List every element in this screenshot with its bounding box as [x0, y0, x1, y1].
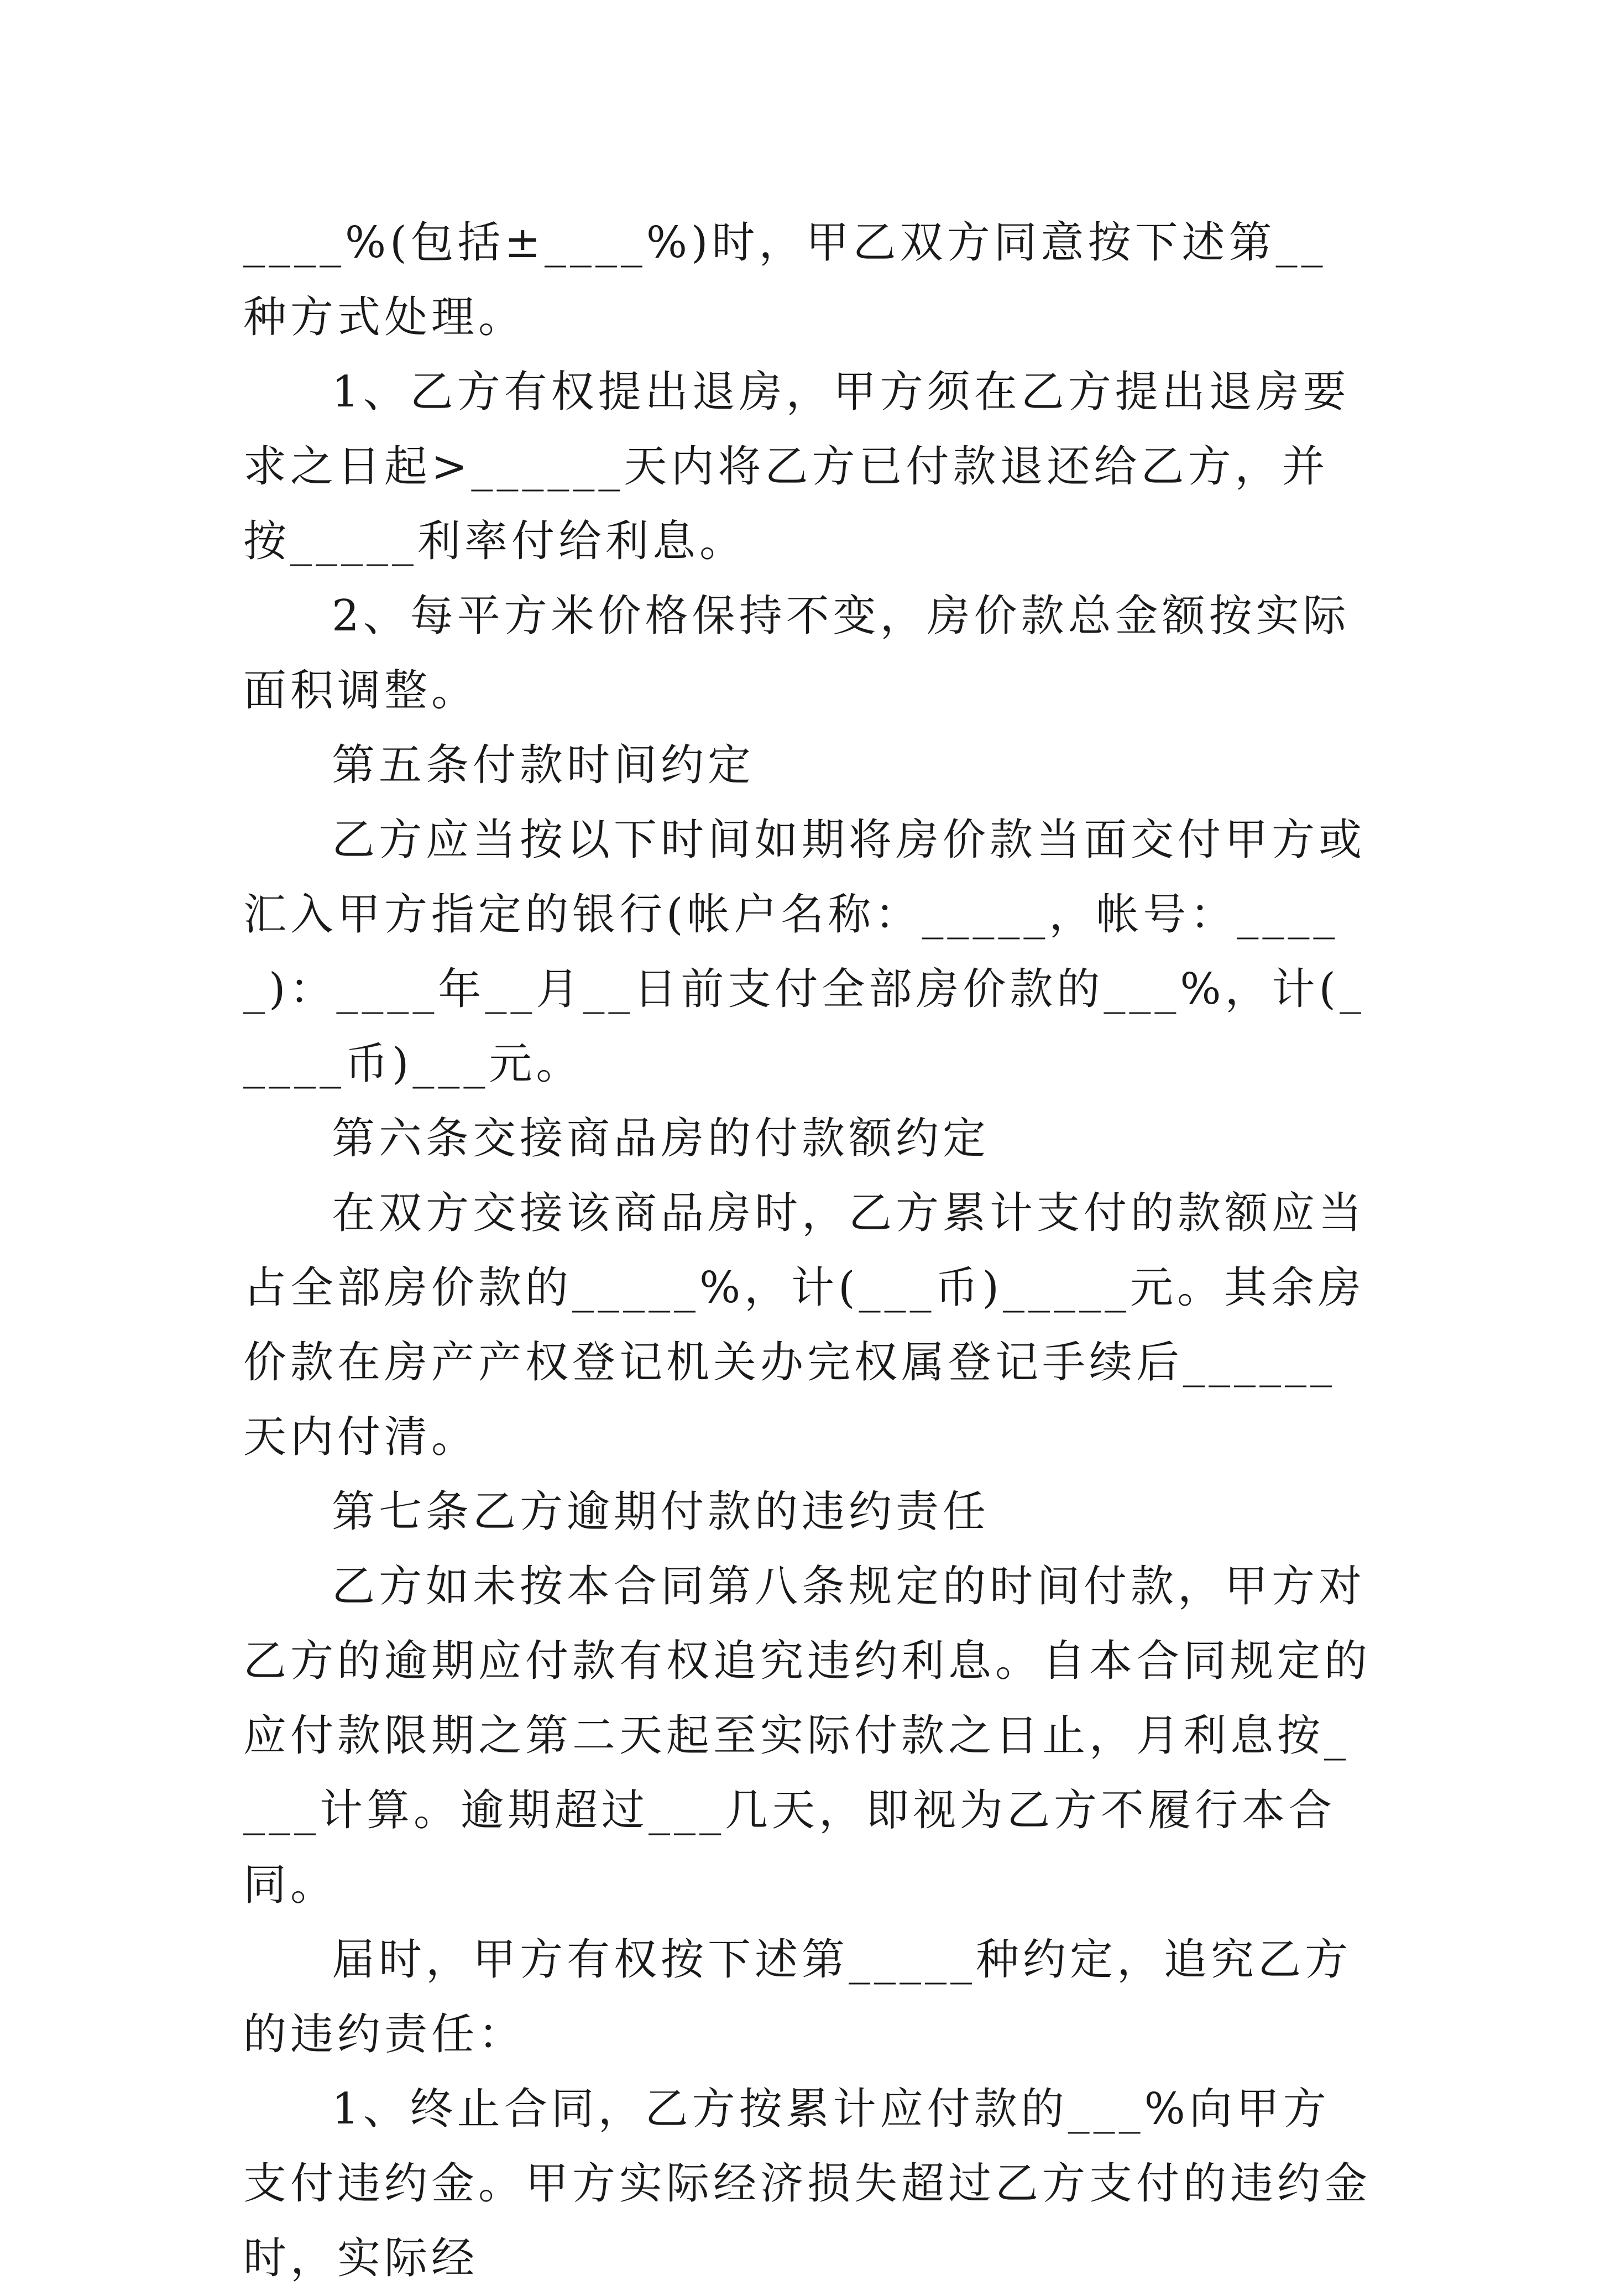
paragraph: 乙方如未按本合同第八条规定的时间付款，甲方对乙方的逾期应付款有权追究违约利息。自本合同规定的应付款限期之第二天起至实际付款之日止，月利息按____计算。逾期超过___几天，即视为乙方不履行本合同。: [243, 1562, 1372, 1910]
paragraph: 届时，甲方有权按下述第_____种约定，追究乙方的违约责任：: [243, 1935, 1352, 2059]
paragraph: 在双方交接该商品房时，乙方累计支付的款额应当占全部房价款的_____%，计(___币)_____元。其余房价款在房产产权登记机关办完权属登记手续后______天内付清。: [243, 1188, 1366, 1462]
document-body: [243, 206, 1371, 2296]
paragraph: 乙方应当按以下时间如期将房价款当面交付甲方或汇入甲方指定的银行(帐户名称：_____，帐号：_____)：____年__月__日前支付全部房价款的___%，计(_____币)___元。: [243, 815, 1366, 1089]
paragraph: 2、每平方米价格保持不变，房价款总金额按实际面积调整。: [243, 591, 1350, 716]
paragraph: 1、终止合同，乙方按累计应付款的___%向甲方支付违约金。甲方实际经济损失超过乙方支付的违约金时，实际经: [243, 2084, 1372, 2283]
section-heading: 第五条付款时间约定: [332, 740, 755, 790]
section-heading: 第七条乙方逾期付款的违约责任: [332, 1487, 990, 1537]
paragraph: 1、乙方有权提出退房，甲方须在乙方提出退房要求之日起>______天内将乙方已付款退还给乙方，并按_____利率付给利息。: [243, 367, 1350, 566]
section-heading: 第六条交接商品房的付款额约定: [332, 1114, 990, 1163]
paragraph: ____%(包括±____%)时，甲乙双方同意按下述第__种方式处理。: [243, 218, 1327, 342]
